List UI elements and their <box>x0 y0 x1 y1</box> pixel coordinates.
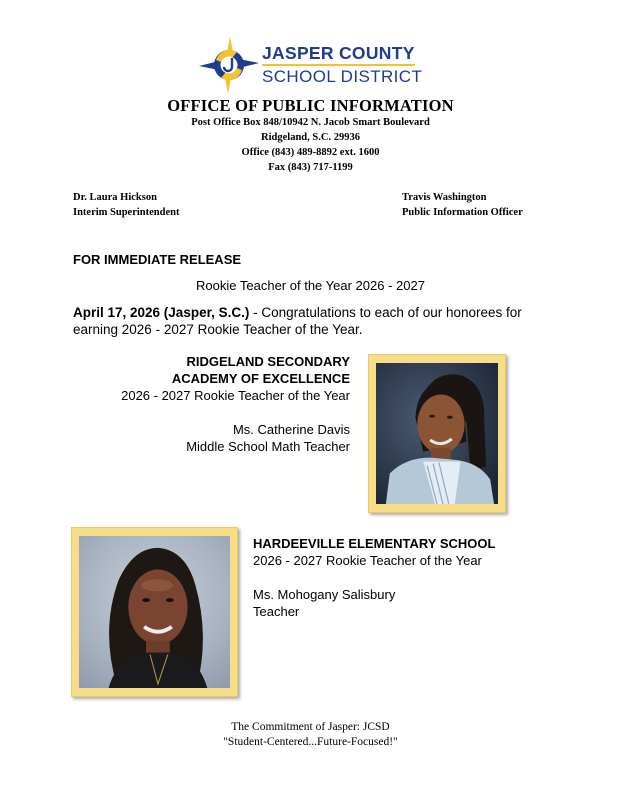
office-address: Post Office Box 848/10942 N. Jacob Smart Boulevard <box>191 117 430 128</box>
release-dateline: April 17, 2026 (Jasper, S.C.) <box>73 305 250 320</box>
release-intro <box>73 304 543 338</box>
honoree-1-photo-frame <box>368 354 506 513</box>
logo-divider <box>262 64 415 66</box>
logo-line2: SCHOOL DISTRICT <box>262 67 423 86</box>
office-city: Ridgeland, S.C. 29936 <box>261 132 360 143</box>
office-phone: Office (843) 489-8892 ext. 1600 <box>241 147 380 158</box>
honoree-1-text <box>121 353 350 455</box>
portrait-photo-mohogany-salisbury <box>79 536 230 688</box>
release-body: - Congratulations to each of our honorees for earning 2026 - 2027 Rookie Teacher of the Year. <box>73 305 522 337</box>
honoree-2-role: Teacher <box>253 604 300 619</box>
honoree-2-award: 2026 - 2027 Rookie Teacher of the Year <box>253 553 482 568</box>
logo-line1: JASPER COUNTY <box>262 43 415 63</box>
honoree-2-name: Ms. Mohogany Salisbury <box>253 587 396 602</box>
district-wordmark <box>262 44 422 86</box>
honoree-1-role: Middle School Math Teacher <box>186 439 350 454</box>
superintendent-block <box>73 190 179 220</box>
office-title: OFFICE OF PUBLIC INFORMATION <box>167 96 454 115</box>
pio-title: Public Information Officer <box>402 207 523 218</box>
honoree-1-award: 2026 - 2027 Rookie Teacher of the Year <box>121 388 350 403</box>
footer-commitment: The Commitment of Jasper: JCSD <box>231 721 390 733</box>
release-subtitle: Rookie Teacher of the Year 2026 - 2027 <box>196 278 425 293</box>
honoree-2-text <box>253 535 495 620</box>
release-label: FOR IMMEDIATE RELEASE <box>73 252 242 267</box>
pio-block <box>402 190 523 220</box>
footer <box>0 720 621 750</box>
pio-name: Travis Washington <box>402 192 487 203</box>
portrait-photo-catherine-davis <box>376 363 498 504</box>
honoree-1-school-line1: RIDGELAND SECONDARY <box>186 354 350 369</box>
honoree-1-school-line2: ACADEMY OF EXCELLENCE <box>171 371 350 386</box>
honoree-2-photo-frame <box>71 527 238 697</box>
honoree-2-school: HARDEEVILLE ELEMENTARY SCHOOL <box>253 536 496 551</box>
superintendent-name: Dr. Laura Hickson <box>73 192 157 203</box>
district-logo-icon <box>199 36 259 94</box>
superintendent-title: Interim Superintendent <box>73 207 180 218</box>
footer-motto: "Student-Centered...Future-Focused!" <box>223 736 398 748</box>
honoree-1-name: Ms. Catherine Davis <box>232 422 350 437</box>
office-fax: Fax (843) 717-1199 <box>268 162 353 173</box>
